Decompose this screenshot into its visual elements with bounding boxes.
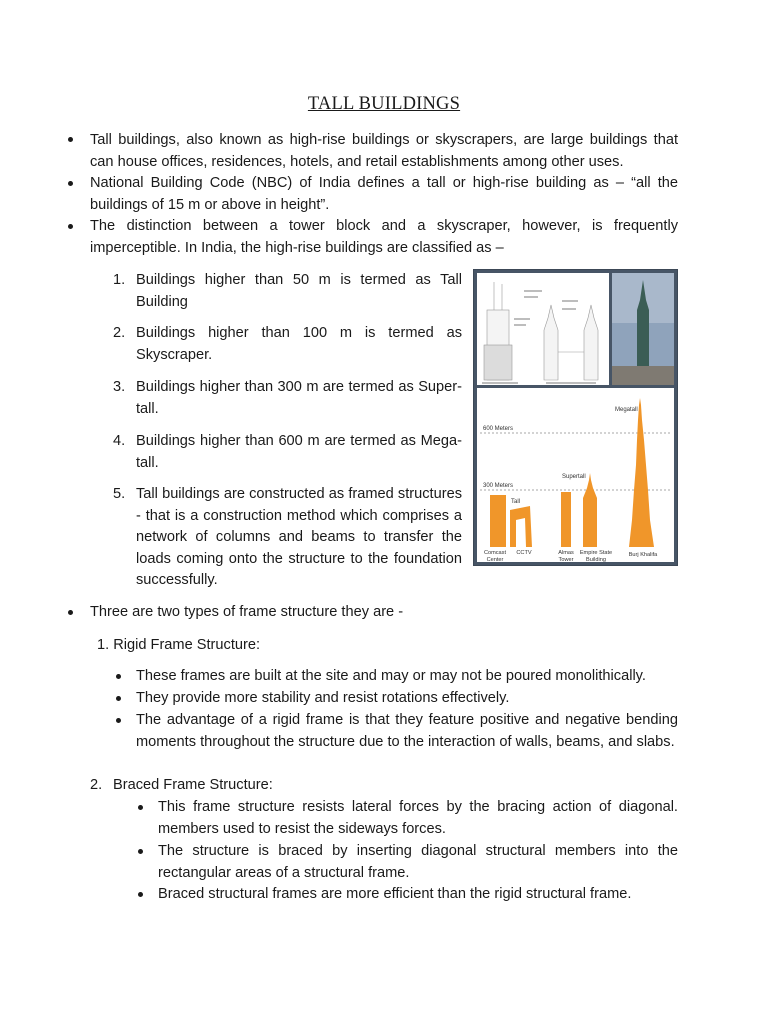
figure-svg [474,270,677,565]
bullet-dot [116,674,121,679]
rigid-point-2: They provide more stability and resist rotations effectively. [136,690,510,706]
bullet-dot [68,610,73,615]
category-megatall: Megatall [615,407,638,413]
building-label: Empire State [579,550,613,556]
rigid-frame-heading: 1. Rigid Frame Structure: [97,637,261,653]
braced-point-3: Braced structural frames are more efficient than the rigid structural frame. [158,886,632,902]
building-label: Almas [558,550,574,556]
page-title: TALL BUILDINGS [307,94,461,114]
list-number: 3. [113,379,126,395]
classification-item-3: Buildings higher than 300 m are termed as Super-tall. [136,379,462,417]
category-supertall: Supertall [562,474,586,480]
category-tall: Tall [511,499,521,505]
bullet-dot [138,805,143,810]
label-600m: 600 Meters [483,426,514,432]
braced-point-1: This frame structure resists lateral forces by the bracing action of diagonal. members used to resist the sideways forces. [158,799,678,837]
building-label: CCTV [516,550,532,556]
building-label: Tower [558,557,574,563]
building-label: Comcast [483,550,507,556]
building-height-figure [473,269,678,566]
bullet-dot [116,696,121,701]
list-number: 2. [90,777,103,793]
rigid-point-1: These frames are built at the site and may or may not be poured monolithically. [136,668,646,684]
bullet-dot [68,181,73,186]
building-label: Burj Khalifa [628,552,658,558]
intro-bullet-3: The distinction between a tower block and a skyscraper, however, is frequently imperceptible. In India, the high-rise buildings are classified as – [90,218,678,256]
intro-bullet-2: National Building Code (NBC) of India defines a tall or high-rise building as – “all the buildings of 15 m or above in height”. [90,175,678,213]
list-number: 1. [113,272,126,288]
braced-frame-heading: Braced Frame Structure: [113,777,273,793]
building-label: Building [586,557,606,563]
list-number: 4. [113,433,126,449]
rigid-point-3: The advantage of a rigid frame is that they feature positive and negative bending moments throughout the structure due to the interaction of walls, beams, and slabs. [136,712,678,750]
bullet-dot [138,849,143,854]
classification-item-4: Buildings higher than 600 m are termed as Mega-tall. [136,433,462,471]
bullet-dot [116,718,121,723]
bullet-dot [68,137,73,142]
almas-tower-bar [561,492,571,547]
label-300m: 300 Meters [483,483,514,489]
comcast-center-bar [490,495,506,547]
classification-item-1: Buildings higher than 50 m is termed as Tall Building [136,272,462,310]
braced-point-2: The structure is braced by inserting diagonal structural members into the rectangular areas of a structural frame. [158,843,678,881]
frame-intro: Three are two types of frame structure they are - [90,604,404,620]
bullet-dot [68,224,73,229]
list-number: 5. [113,486,126,502]
classification-item-5: Tall buildings are constructed as framed structures - that is a construction method which comprises a network of columns and beams to transfer the loads coming onto the structure to the foundation successfully. [136,486,462,588]
classification-item-2: Buildings higher than 100 m is termed as Skyscraper. [136,325,462,363]
list-number: 2. [113,325,126,341]
building-label: Center [486,557,504,563]
bullet-dot [138,892,143,897]
intro-bullet-1: Tall buildings, also known as high-rise buildings or skyscrapers, are large buildings that can house offices, residences, hotels, and retail establishments among other uses. [90,132,678,170]
